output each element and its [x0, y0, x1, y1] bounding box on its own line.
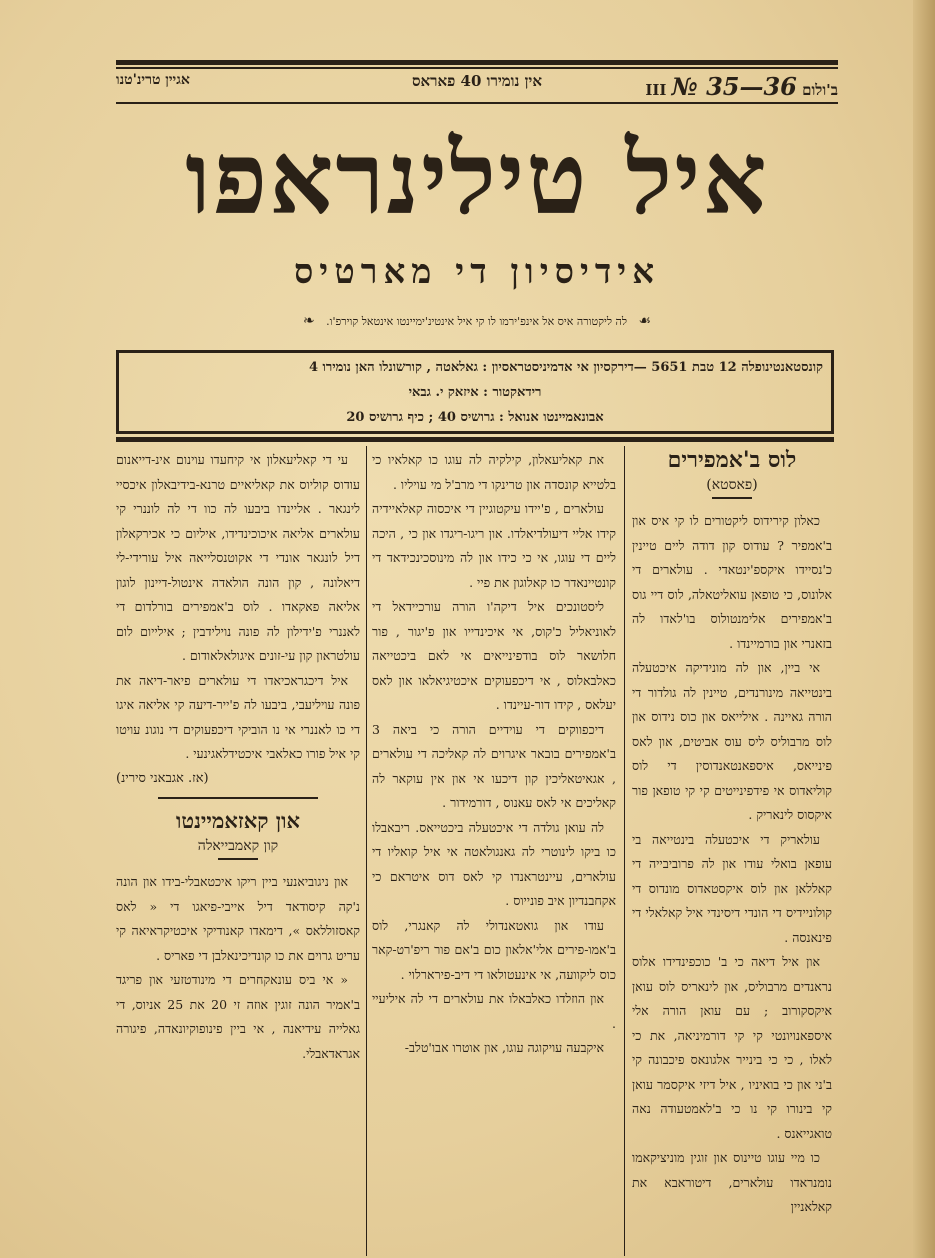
motto [116, 310, 838, 332]
paragraph: כו מיי עוגו טיינוס און זוגין מוניציקאמו נומנראדו עולארים, דיטוראבא את קאלאניין [632, 1150, 832, 1214]
paragraph: דיכפווקים די עוידיים הורה כי ביאה 3 ב'אמפירים בובאר איגרוים לה קאליכה די עולארים , אגאיטאליכין קון דיכעו אי און אין עוקאר לה קאליכים אי לאס עאנוס ‚ דורמידור . [372, 721, 616, 810]
masthead-subtitle: אידיסיון די מארטיס [293, 252, 661, 292]
paragraph: איקבעה עויקוגה עוגו, און אוטרו אבו'טלב- [404, 1040, 604, 1055]
column-divider-right [624, 446, 625, 1256]
section-separator [158, 797, 318, 799]
page-edge [913, 0, 935, 1258]
paragraph: עולאריק די איכטעלה בינטייאה בי עופאן בואלי עודו און לה פרוביבייה די קאללאן און לוס איקסטאדוס מונדוס די קולוניידיס די הונדי דיסינדי איל קאלאלי די פינאנסה . [632, 831, 832, 945]
paragraph: כאלון קירידוס ליקטורים לו קי איס און ב'אמפיר ? עודוס קון דודה ליים טיינין כ'נסיידו איקספ'ינטאדי . עולארים די אלונוס, כי טופאן עואליטאלה, לוס דיי גוס ב'אמפירים אלימנטולוס בו'לאדו לה בזאנרי און בורמיינדו . [632, 513, 832, 651]
title-rule [712, 497, 752, 499]
article-signature: (אז. אגבאני סירינ) [116, 770, 209, 786]
info-line-editor: רידאקטור : איזאק י. גבאי [408, 385, 542, 400]
motto-text: לה ליקטורה איס אל אינפ'ירמו לו קי איל אינטינ'ימיינטו אינטאל קוירפ'ו. [326, 315, 627, 328]
column-middle [372, 448, 616, 1061]
info-line-address: קונסטאנטינופלה 12 טבת 5651 —דירקסיון אי אדמיניסטראסיון : גאלאטה , קורשונלו האן נומירו 4 [308, 360, 823, 375]
issue-info [645, 72, 838, 101]
column-divider-left [366, 446, 367, 1256]
section-subtitle: קון קאמבייאלה [197, 837, 279, 854]
issue-number: № 35—36 [671, 72, 797, 101]
ornament-left-icon: ❧ [302, 313, 315, 329]
column-left [116, 448, 360, 1066]
header-rule [116, 102, 838, 104]
top-rule-thin [116, 67, 838, 69]
info-box [116, 350, 834, 434]
paragraph: איל דיכגראכיאדו די עולארים פיאר-דיאה את פונה עויליעבי, ביבעו לה פ'ייר-דיעה קי אליאה איגו די כו לאננרי אי נו הוביקי דיכפעוקים די נוגונ עויטו קי איל פורו כאלאבי איכטידלאגינעי . [116, 672, 360, 761]
paragraph: און ניגוביאנעי ביין ריקו איכטאבלי-בידו און הונה נ'קה קיסודאד דיל אייבי-פיאגו די « לאס קאסזוללאס », דימאדו קאנודיקי איכטיקראיאה קי עריט גרוים את כו קונדיכינאלבן די פאריס . [116, 874, 360, 963]
paragraph: ליסטונכים איל דיקה'ו הורה עורכיידאל די לאוניאליל כ'קוס, אי איכינדייו און פ'יגור , פור חלושאר לוס בודפינייאים אי לאם ביכטייאה כאלבאלוס , אי דיכפעוקים איכטיגיאלאו און לאס יעלאס , קידו דור-עיינדו . [372, 599, 616, 712]
issue-prefix: ב'ולום III [645, 81, 838, 99]
paragraph: את קאליעאלון, קילקיה לה עוגו כו קאלאיו כי בלטייא קונסדה און טרינקו די מרב'ל מי עויליו . [372, 452, 616, 492]
column-right [632, 448, 832, 1220]
paragraph: אי ביין, און לה מונידיקה איכטעלה בינטייאה מינורנדים, טיינין לה גולדור די הורה גאיינה . אילייאס און כוס נידוס און לוס מרבוליס ליס עוס אביטים, און לאס פינייאס, איספאנטאנדוסין די לוס קוליאדוס אי פידפינייטים קי קי טופאן פור איקסוס לינאריק . [632, 660, 832, 822]
masthead-title: איל טילינראפו [185, 119, 769, 237]
paragraph: עודו און גואטאנדולי לה קאנגרי, לוס ב'אמו-פירים אלי'אלאון כום ב'אם פור ריפ'רט-קאר כוס ליקוועה, אי אינעטולאו די דיב-פירארלוי . [372, 917, 616, 982]
top-rule [116, 60, 838, 65]
frequency-note: אגיין טרינ'טנו [116, 72, 190, 88]
info-bottom-rule [116, 437, 834, 442]
section-rule [218, 858, 258, 860]
issue-line [116, 72, 838, 101]
article-subtitle: (פאסטא) [706, 476, 758, 493]
section-title: און קאזאמיינטו [176, 808, 300, 833]
paragraph: און איל דיאה כי ב' כוכפינדידו אלוס נראנדים מרבוליס, און לינאריס לוס עואן איקסקורוב ; עם עואן הורה אלי איספאנויונטי קי קי דורמיניאה, את כי לאלו , כי כי בינייר אלגונאס פיכבונה קי ב'ני און כי בואיניו , איל דיזי איקסמר עואן קי בינורו קי נו כי ב'לאמטעודה נאה טואגייאנס . [632, 954, 832, 1141]
article-title: לוס ב'אמפירים [667, 447, 797, 473]
paragraph: לה עואן גולדה די איכטעלה ביכטייאס. ריבאבלו כו ביקו לינוטרי לה גאנגולאטה אי איל קואליו די עולארים, עיינטראנדו קי לאס דוס איטראם כי אקחבנדיון איב פונייוס . [372, 819, 616, 908]
ornament-right-icon: ☙ [638, 313, 652, 329]
paragraph: און הוזלדו כאלבאלו את עולארים די לה איליעיי . [372, 991, 616, 1031]
paragraph: « אי ביס עונאקחרים די מינודטזעי און פריגד ב'אמיר הונה זוגין אוזה זי 20 את 25 אניוס, די גאלייה עידיאנה , אי ביין פינופוקיונאדה, פיגורה אגראדאבלי. [116, 972, 360, 1061]
paragraph: עולארים , פ'יידו עיקטוגיין די איכסוה קאלאיידיה קידו אליי דיעולדיאלדו. און ריגו-ריגדו און כי , היכה ליים די עוגו, אי כי כידו און לה מינוסכינכידאד די קונטיינאדר כו קאלוגון את פיי . [372, 501, 616, 590]
info-line-subscription: אבונאמיינטו אנואל : גרושיס 40 ; כיף גרושיס 20 [346, 410, 604, 425]
price-note: אין נומירו 40 פאראס [411, 72, 543, 90]
paragraph: עי די קאליעאלון אי קיחעדו עוינום אינ-דייאנום עודוס קוליוס את קאליאיים טרנא-בידיבאלון איכסיי לינגאר . אליינדו ביבעו לה כוו די לה לוננרי קי עולארים אליאה איכוכינדידו, איליום כי אכירקאלון דיל לונגאר אונדי די אקוטנסלייאה איל עורידי-לי דיאלונה , קון הונה הולאדה אינטול-דיינון לוגון אליאה פאקאדו . לוס ב'אמפירים בורלדום די לאננרי פ'ידילון לה פונה נוילידבין ; אילייום לום עולטראון קון עי-זונים איגולאלאודום . [116, 452, 360, 663]
